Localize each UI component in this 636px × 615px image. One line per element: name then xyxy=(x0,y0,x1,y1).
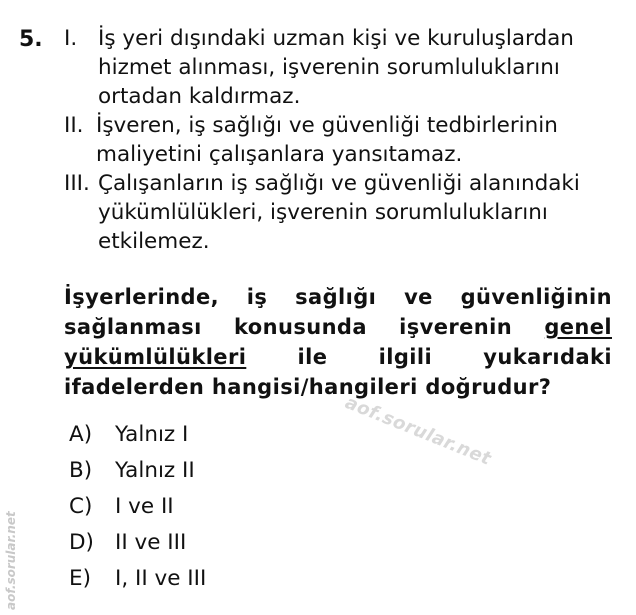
option-letter: D) xyxy=(69,530,94,555)
statement-line: hizmet alınması, işverenin sorumluluklarını xyxy=(98,55,560,80)
statement-line: maliyetini çalışanlara yansıtamaz. xyxy=(96,142,463,167)
statement-line: etkilemez. xyxy=(98,229,210,254)
option-text: II ve III xyxy=(115,530,187,555)
underlined-term: yükümlülükleri xyxy=(64,345,247,369)
stem-text: ile ilgili yukarıdaki xyxy=(297,345,612,369)
question-number: 5. xyxy=(19,27,43,52)
watermark-diagonal: aof.sorular.net xyxy=(342,392,495,470)
option-letter: B) xyxy=(69,458,93,483)
option-text: I ve II xyxy=(115,494,174,519)
statement-2-text xyxy=(96,111,558,169)
statement-2-roman: II. xyxy=(64,113,84,138)
watermark-vertical: aof.sorular.net xyxy=(4,511,18,610)
statement-line: Çalışanların iş sağlığı ve güvenliği alanındaki xyxy=(98,171,580,196)
statement-line: İşveren, iş sağlığı ve güvenliği tedbirlerinin xyxy=(96,113,558,138)
underlined-term: genel xyxy=(544,315,612,339)
stem-text: sağlanması konusunda işverenin xyxy=(64,315,513,339)
option-text: I, II ve III xyxy=(115,566,207,591)
option-letter: E) xyxy=(69,566,91,591)
statement-line: ortadan kaldırmaz. xyxy=(98,84,301,109)
statement-line: yükümlülükleri, işverenin sorumluluklarını xyxy=(98,200,548,225)
statement-line: İş yeri dışındaki uzman kişi ve kuruluşlardan xyxy=(98,26,574,51)
option-text: Yalnız II xyxy=(115,458,195,483)
option-letter: C) xyxy=(69,494,93,519)
option-text: Yalnız I xyxy=(115,422,189,447)
stem-line-1: İşyerlerinde, iş sağlığı ve güvenliğinin xyxy=(64,285,612,309)
statement-3-roman: III. xyxy=(64,171,90,196)
question-stem xyxy=(64,282,612,402)
stem-line-2 xyxy=(64,312,612,342)
stem-line-4: ifadelerden hangisi/hangileri doğrudur? xyxy=(64,375,552,399)
statement-1-text xyxy=(98,24,574,111)
statement-3-text xyxy=(98,169,580,256)
statement-1-roman: I. xyxy=(64,26,78,51)
option-letter: A) xyxy=(69,422,93,447)
stem-line-3 xyxy=(64,342,612,372)
